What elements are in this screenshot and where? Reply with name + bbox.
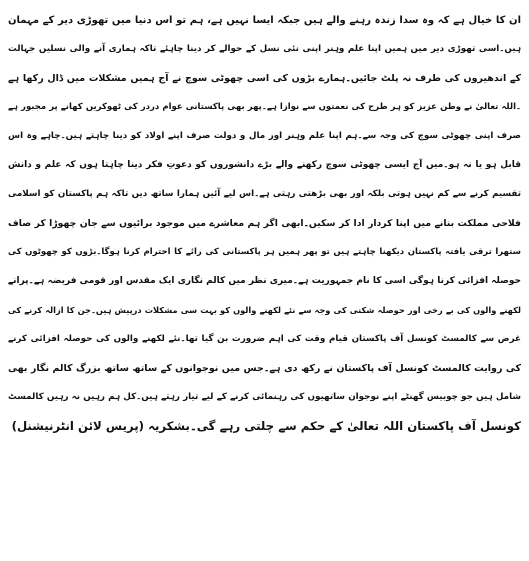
article-line-15: کونسل آف پاکستان اللہ تعالیٰ کے حکم سے چلتی رہے گی۔بشکریہ (پریس لائن انٹرنیشنل) — [11, 419, 521, 433]
article-line-2: ہیں۔اسی تھوڑی دیر میں ہمیں اپنا علم وہنر اپنی نئی نسل کے حوالے کر دینا چاہئے تاکہ ہماری آنے والی نسلیں جہالت — [8, 44, 521, 54]
article-line-8: فلاحی مملکت بنانے میں اپنا کردار ادا کر سکیں۔ابھی اگر ہم معاشرے میں موجود برائیوں سے جان چھوڑا کر صاف — [8, 218, 521, 229]
article-line-12: غرض سے کالمسٹ کونسل آف پاکستان قیام وقت کی اہم ضرورت بن گیا تھا۔نئے لکھنے والوں کی حوصلہ افزائی کرنے — [8, 334, 521, 344]
article-line-3: کے اندھیروں کی طرف نہ پلٹ جائیں۔ہمارے بڑوں کی اسی چھوٹی سوچ نے آج ہمیں مشکلات میں ڈال رکھا ہے — [8, 73, 521, 84]
article-line-11: لکھنے والوں کی بے رخی اور حوصلہ شکنی کی وجہ سے نئے لکھنے والوں کو بہت سی مشکلات درپیش ہیں۔جن کا ازالہ کرنے کی — [8, 305, 521, 315]
article-line-13: کی روایت کالمسٹ کونسل آف پاکستان نے رکھ دی ہے۔جس میں نوجوانوں کے ساتھ ساتھ بزرگ کالم نگار بھی — [8, 363, 521, 374]
article-line-5: صرف اپنی چھوٹی سوچ کی وجہ سے۔ہم اپنا علم وہنر اور مال و دولت صرف اپنے اولاد کو دینا چاہتے ہیں۔چاہے وہ اس — [8, 131, 521, 141]
article-line-7: تقسیم کرنے سے کم نہیں ہوتی بلکہ اور بھی بڑھتی رہتی ہے۔اس لیے آئیں ہمارا ساتھ دیں تاکہ ہم پاکستان کو اسلامی — [8, 189, 521, 199]
article-line-1: ان کا خیال ہے کہ وہ سدا زندہ رہنے والے ہیں جبکہ ایسا نہیں ہے، ہم تو اس دنیا میں تھوڑی دیر کے مہمان — [8, 15, 521, 26]
article-line-10: حوصلہ افزائی کرنا ہوگی اسی کا نام جمہوریت ہے۔میری نظر میں کالم نگاری ایک مقدس اور قومی فریضہ ہے۔پرانے — [8, 276, 521, 286]
article-line-9: ستھرا ترقی یافتہ پاکستان دیکھنا چاہتے ہیں تو پھر ہمیں ہر پاکستانی کی رائے کا احترام کرنا ہوگا۔بڑوں کو چھوٹوں کی — [8, 247, 521, 257]
article-line-6: قابل ہو یا نہ ہو۔میں آج ایسی چھوٹی سوچ رکھنے والے بڑے دانشوروں کو دعوتِ فکر دینا چاہتا ہوں کہ علم و دانش — [8, 160, 521, 170]
article-line-14: شامل ہیں جو چوبیس گھنٹے اپنے نوجوان ساتھیوں کی رہنمائی کرنے کے لیے تیار رہتے ہیں۔کل ہم رہیں نہ رہیں کالمسٹ — [8, 392, 521, 402]
article-line-4: ۔اللہ تعالیٰ نے وطن عزیز کو ہر طرح کی نعمتوں سے نوازا ہے۔پھر بھی پاکستانی عوام دردر کی ٹھوکریں کھانے پر مجبور ہے — [8, 102, 521, 112]
